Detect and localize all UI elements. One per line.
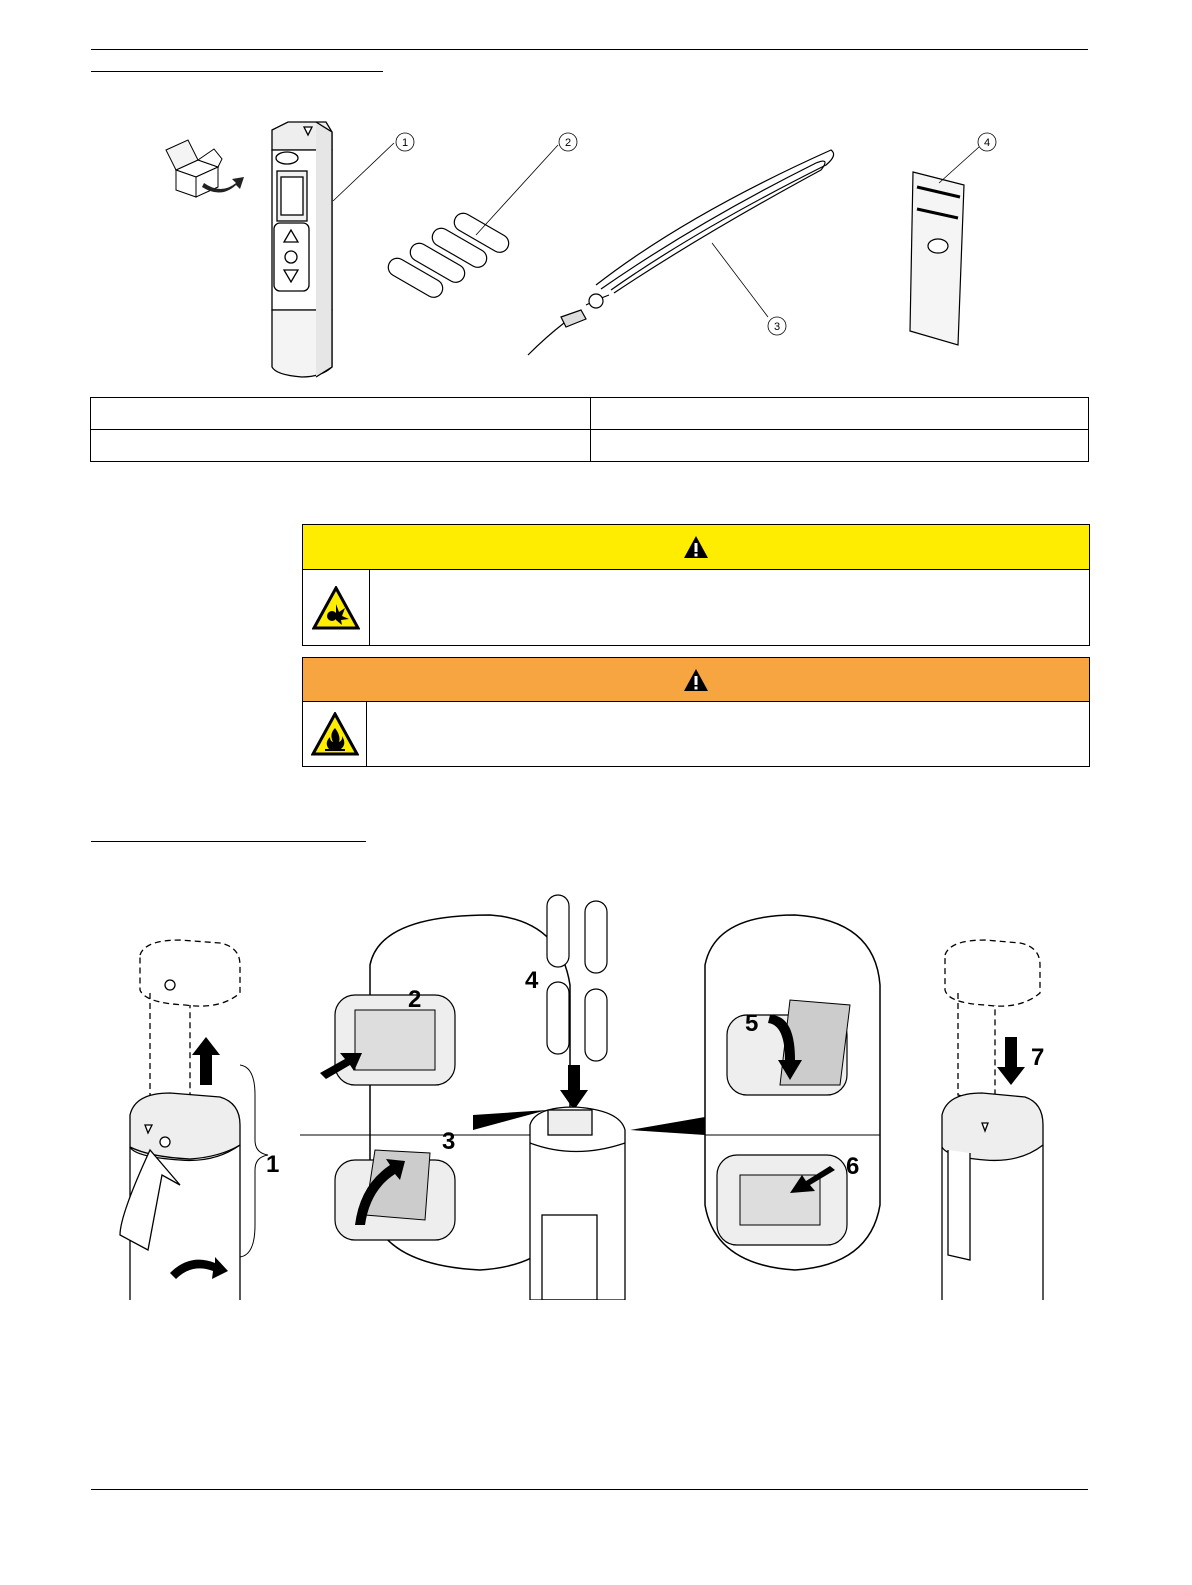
- lift-up-arrow-icon: [192, 1037, 220, 1085]
- fire-hazard-cell: [303, 702, 367, 766]
- callout-4-label: 4: [983, 137, 991, 149]
- meter-illustration: [272, 122, 332, 377]
- table-cell: [91, 430, 591, 462]
- explosion-hazard-icon: [312, 586, 360, 630]
- meter-body-step7: [942, 1093, 1043, 1300]
- section2-heading-underline: [91, 841, 366, 842]
- step-1-label: 1: [266, 1151, 280, 1178]
- step-4-label: 4: [525, 967, 539, 994]
- warning-text: [367, 702, 1089, 766]
- table-cell: [591, 430, 1089, 462]
- detail-oval-right: [705, 915, 880, 1270]
- step-5-label: 5: [745, 1010, 759, 1037]
- warning-notice: [302, 657, 1090, 767]
- footer-rule: [91, 1489, 1088, 1490]
- battery-installation-figure: [90, 885, 1080, 1300]
- callout-1-label: 1: [401, 137, 409, 149]
- bracket-step1: [240, 1065, 268, 1257]
- step-6-label: 6: [846, 1153, 860, 1180]
- header-rule: [91, 49, 1088, 50]
- meter-open-cap-illustration: [140, 940, 240, 1105]
- table-cell: [91, 398, 591, 430]
- fire-hazard-icon: [311, 712, 359, 756]
- step-2-label: 2: [408, 986, 422, 1013]
- step-7-label: 7: [1031, 1044, 1045, 1071]
- danger-banner: [303, 525, 1089, 570]
- sample-pouch-illustration: [910, 172, 964, 345]
- callout-3-label: 3: [773, 321, 781, 333]
- danger-text: [370, 570, 1089, 645]
- replace-down-arrow-icon: [997, 1037, 1025, 1085]
- pointer-right: [630, 1117, 705, 1135]
- meter-close-cap-illustration: [945, 940, 1040, 1105]
- table-cell: [591, 398, 1089, 430]
- meter-center-illustration: [530, 1107, 625, 1300]
- table-row: [91, 398, 1089, 430]
- items-supplied-figure: [126, 105, 1056, 385]
- explosion-hazard-cell: [303, 570, 370, 645]
- lanyard-illustration: [528, 150, 834, 355]
- alert-triangle-icon: [683, 668, 709, 692]
- batteries-illustration: [385, 210, 512, 301]
- items-table: [90, 397, 1089, 462]
- rotate-clip-arrow-icon: [170, 1257, 228, 1279]
- section-heading-underline: [91, 71, 383, 72]
- table-row: [91, 430, 1089, 462]
- warning-banner: [303, 658, 1089, 702]
- danger-notice: [302, 524, 1090, 646]
- alert-triangle-icon: [683, 535, 709, 559]
- callout-2-label: 2: [564, 137, 572, 149]
- step-3-label: 3: [442, 1128, 456, 1155]
